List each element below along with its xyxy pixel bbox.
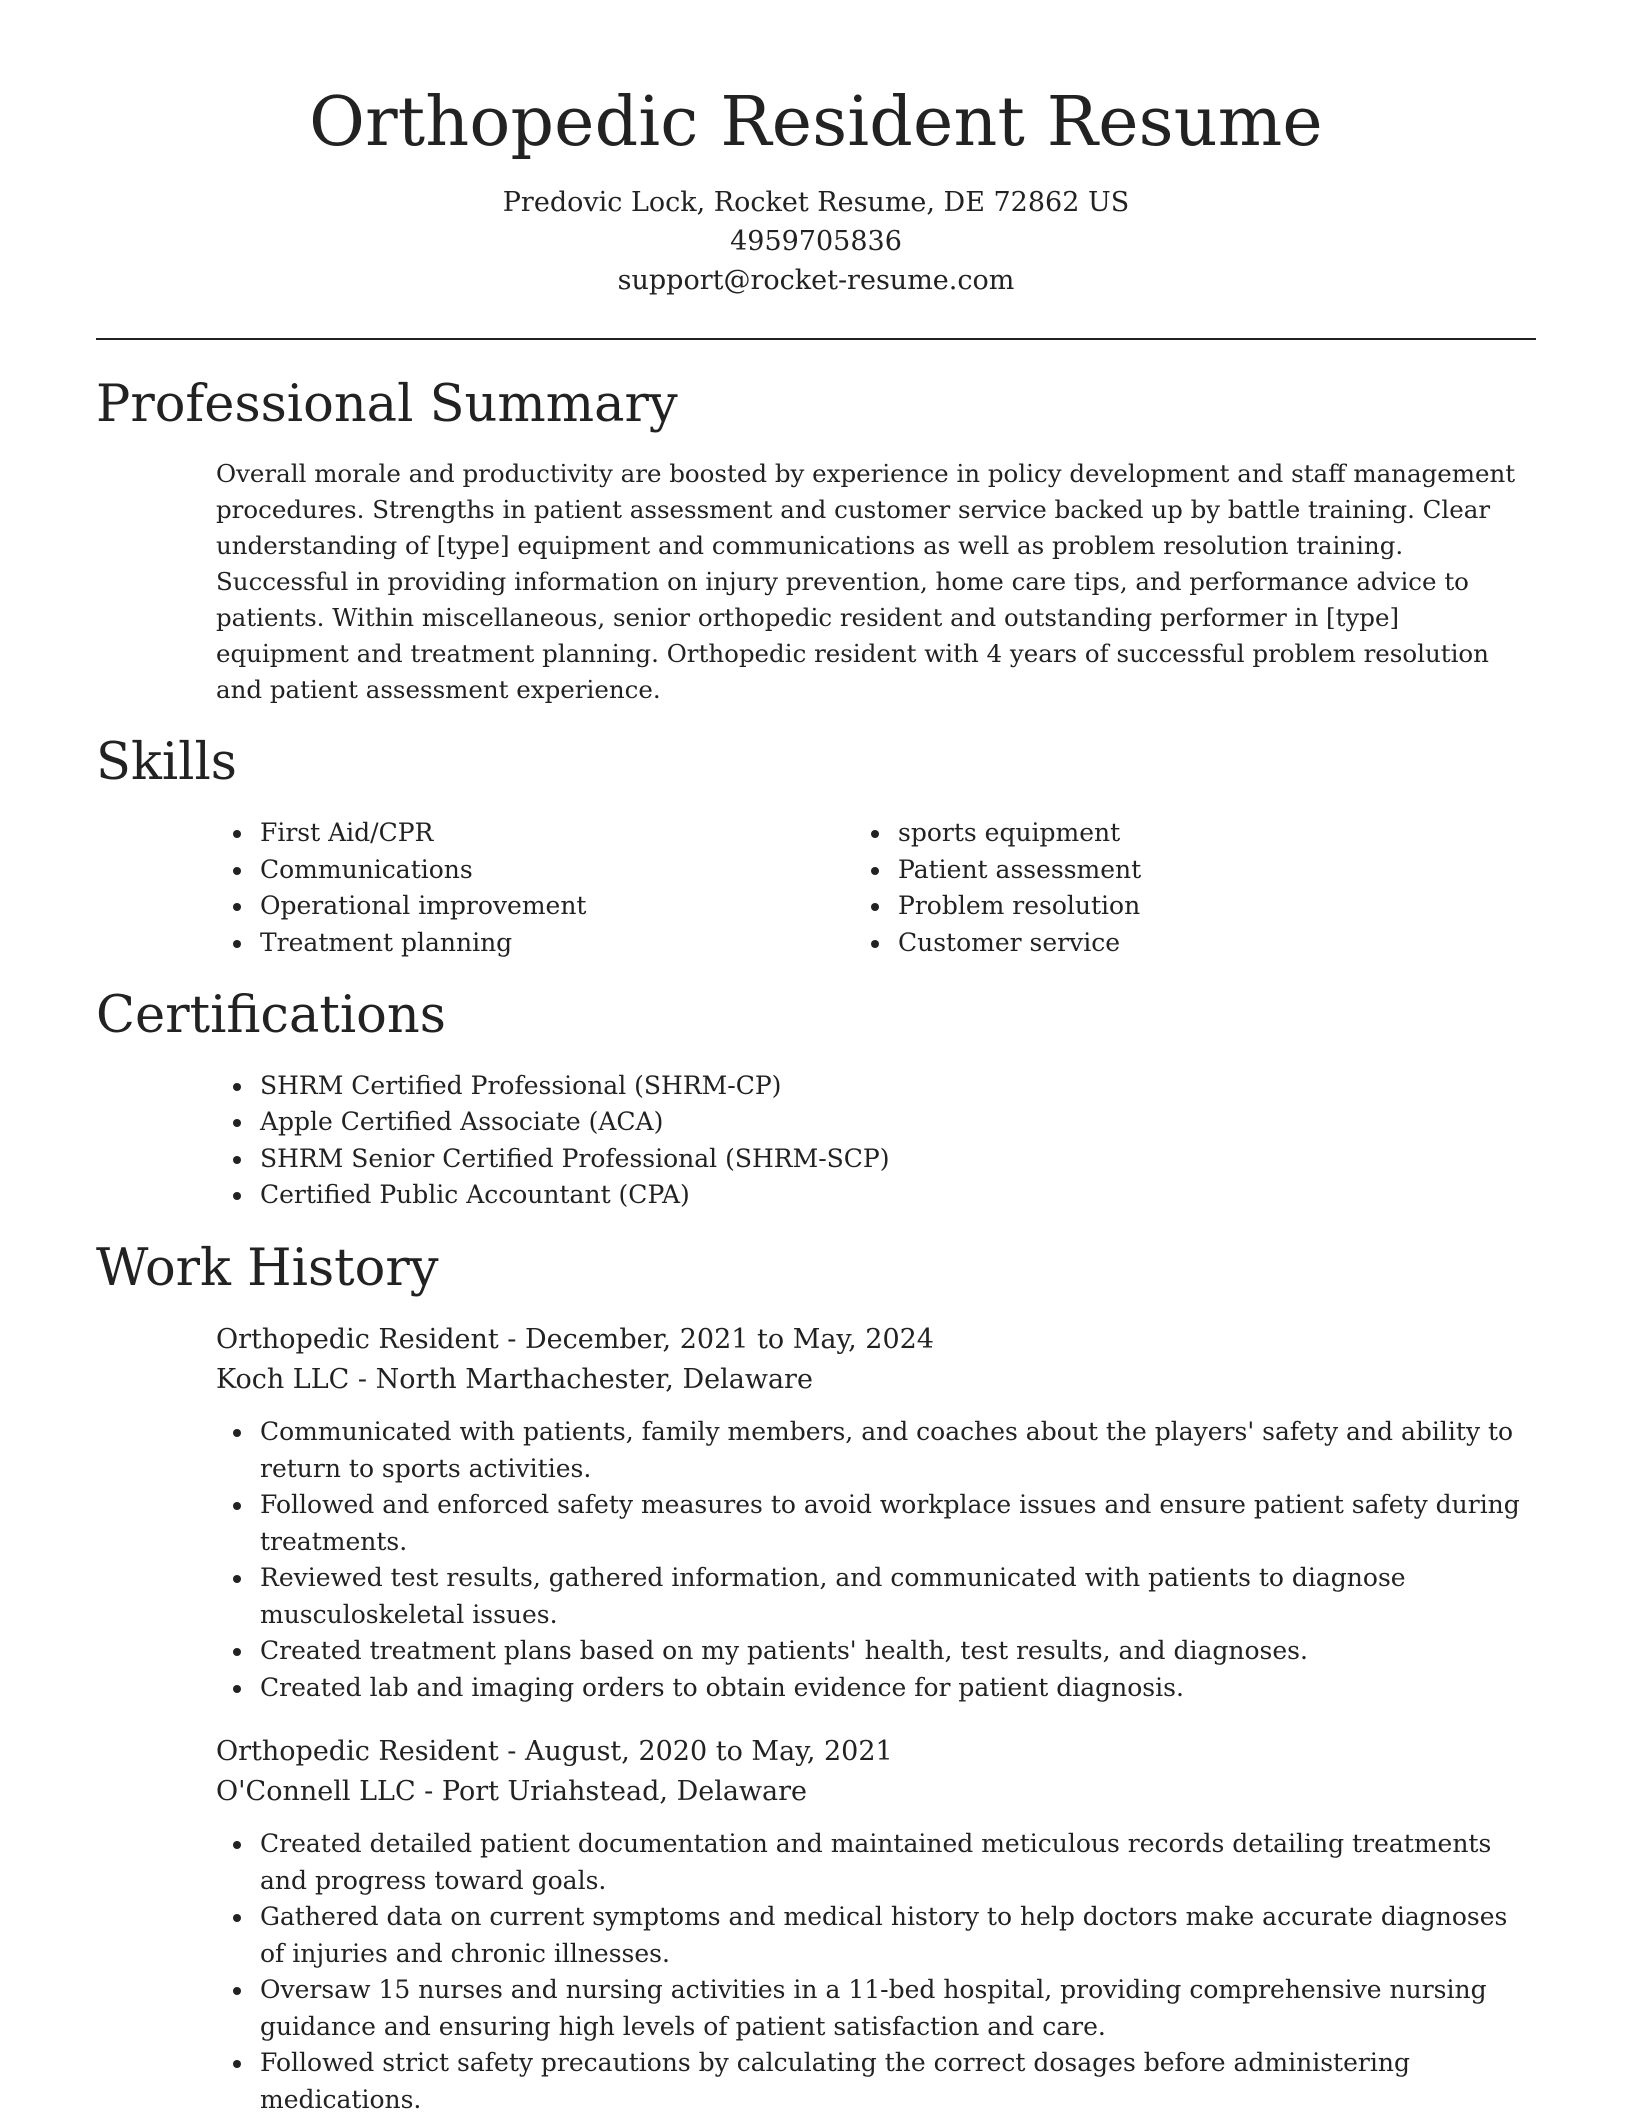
skills-columns bbox=[260, 815, 1536, 961]
job-company-location: Koch LLC - North Marthachester, Delaware bbox=[216, 1364, 813, 1396]
skill-item: Treatment planning bbox=[260, 925, 898, 962]
contact-address: Predovic Lock, Rocket Resume, DE 72862 US bbox=[502, 186, 1130, 218]
certification-item: Apple Certified Associate (ACA) bbox=[260, 1104, 1536, 1141]
skill-item: Operational improvement bbox=[260, 888, 898, 925]
job-bullet-list bbox=[260, 1826, 1536, 2118]
job-bullet: Oversaw 15 nurses and nursing activities in a 11-bed hospital, providing comprehensive nursing guidance and ensuring high levels of patient satisfaction and care. bbox=[260, 1972, 1536, 2045]
summary-text: Overall morale and productivity are boosted by experience in policy development and staff management procedures. Strengths in patient assessment and customer service backed up by battle training. Clear understanding of [type] equipment and communications as well as problem resolution training. Successful in providing information on injury prevention, home care tips, and performance advice to patients. Within miscellaneous, senior orthopedic resident and outstanding performer in [type] equipment and treatment planning. Orthopedic resident with 4 years of successful problem resolution and patient assessment experience. bbox=[216, 459, 1516, 705]
certifications-list bbox=[260, 1068, 1536, 1214]
skills-list-left bbox=[260, 815, 898, 961]
certifications-section bbox=[96, 987, 1536, 1214]
work-history-heading: Work History bbox=[96, 1238, 439, 1298]
job-bullet: Gathered data on current symptoms and medical history to help doctors make accurate diagnoses of injuries and chronic illnesses. bbox=[260, 1899, 1536, 1972]
job-company-location: O'Connell LLC - Port Uriahstead, Delaware bbox=[216, 1776, 808, 1808]
skill-item: Customer service bbox=[898, 925, 1536, 962]
job-title-dates: Orthopedic Resident - December, 2021 to May, 2024 bbox=[216, 1324, 934, 1356]
contact-email: support@rocket-resume.com bbox=[617, 264, 1015, 296]
resume-title: Orthopedic Resident Resume bbox=[309, 83, 1323, 162]
certifications-heading: Certifications bbox=[96, 986, 446, 1046]
summary-section bbox=[96, 376, 1536, 709]
job-bullet: Created detailed patient documentation and maintained meticulous records detailing treatments and progress toward goals. bbox=[260, 1826, 1536, 1899]
work-history-section bbox=[96, 1240, 1536, 2118]
job-bullet: Created lab and imaging orders to obtain evidence for patient diagnosis. bbox=[260, 1670, 1536, 1707]
job-bullet: Created treatment plans based on my patients' health, test results, and diagnoses. bbox=[260, 1633, 1536, 1670]
resume-header bbox=[96, 0, 1536, 300]
skills-section bbox=[96, 734, 1536, 961]
header-divider bbox=[96, 338, 1536, 340]
skill-item: Problem resolution bbox=[898, 888, 1536, 925]
job-title-dates: Orthopedic Resident - August, 2020 to May, 2021 bbox=[216, 1736, 893, 1768]
skills-list-right bbox=[898, 815, 1536, 961]
certification-item: SHRM Certified Professional (SHRM-CP) bbox=[260, 1068, 1536, 1105]
job-bullet: Communicated with patients, family members, and coaches about the players' safety and ability to return to sports activities. bbox=[260, 1414, 1536, 1487]
skill-item: First Aid/CPR bbox=[260, 815, 898, 852]
job-entry bbox=[216, 1732, 1536, 2118]
certification-item: Certified Public Accountant (CPA) bbox=[260, 1177, 1536, 1214]
skills-heading: Skills bbox=[96, 733, 237, 793]
job-bullet: Followed strict safety precautions by calculating the correct dosages before administering medications. bbox=[260, 2045, 1536, 2118]
job-bullet-list bbox=[260, 1414, 1536, 1706]
certification-item: SHRM Senior Certified Professional (SHRM-SCP) bbox=[260, 1141, 1536, 1178]
contact-phone: 4959705836 bbox=[730, 225, 902, 257]
skill-item: sports equipment bbox=[898, 815, 1536, 852]
summary-heading: Professional Summary bbox=[96, 374, 678, 434]
skill-item: Patient assessment bbox=[898, 852, 1536, 889]
skill-item: Communications bbox=[260, 852, 898, 889]
job-bullet: Followed and enforced safety measures to avoid workplace issues and ensure patient safety during treatments. bbox=[260, 1487, 1536, 1560]
job-entry bbox=[216, 1320, 1536, 1706]
job-bullet: Reviewed test results, gathered information, and communicated with patients to diagnose musculoskeletal issues. bbox=[260, 1560, 1536, 1633]
